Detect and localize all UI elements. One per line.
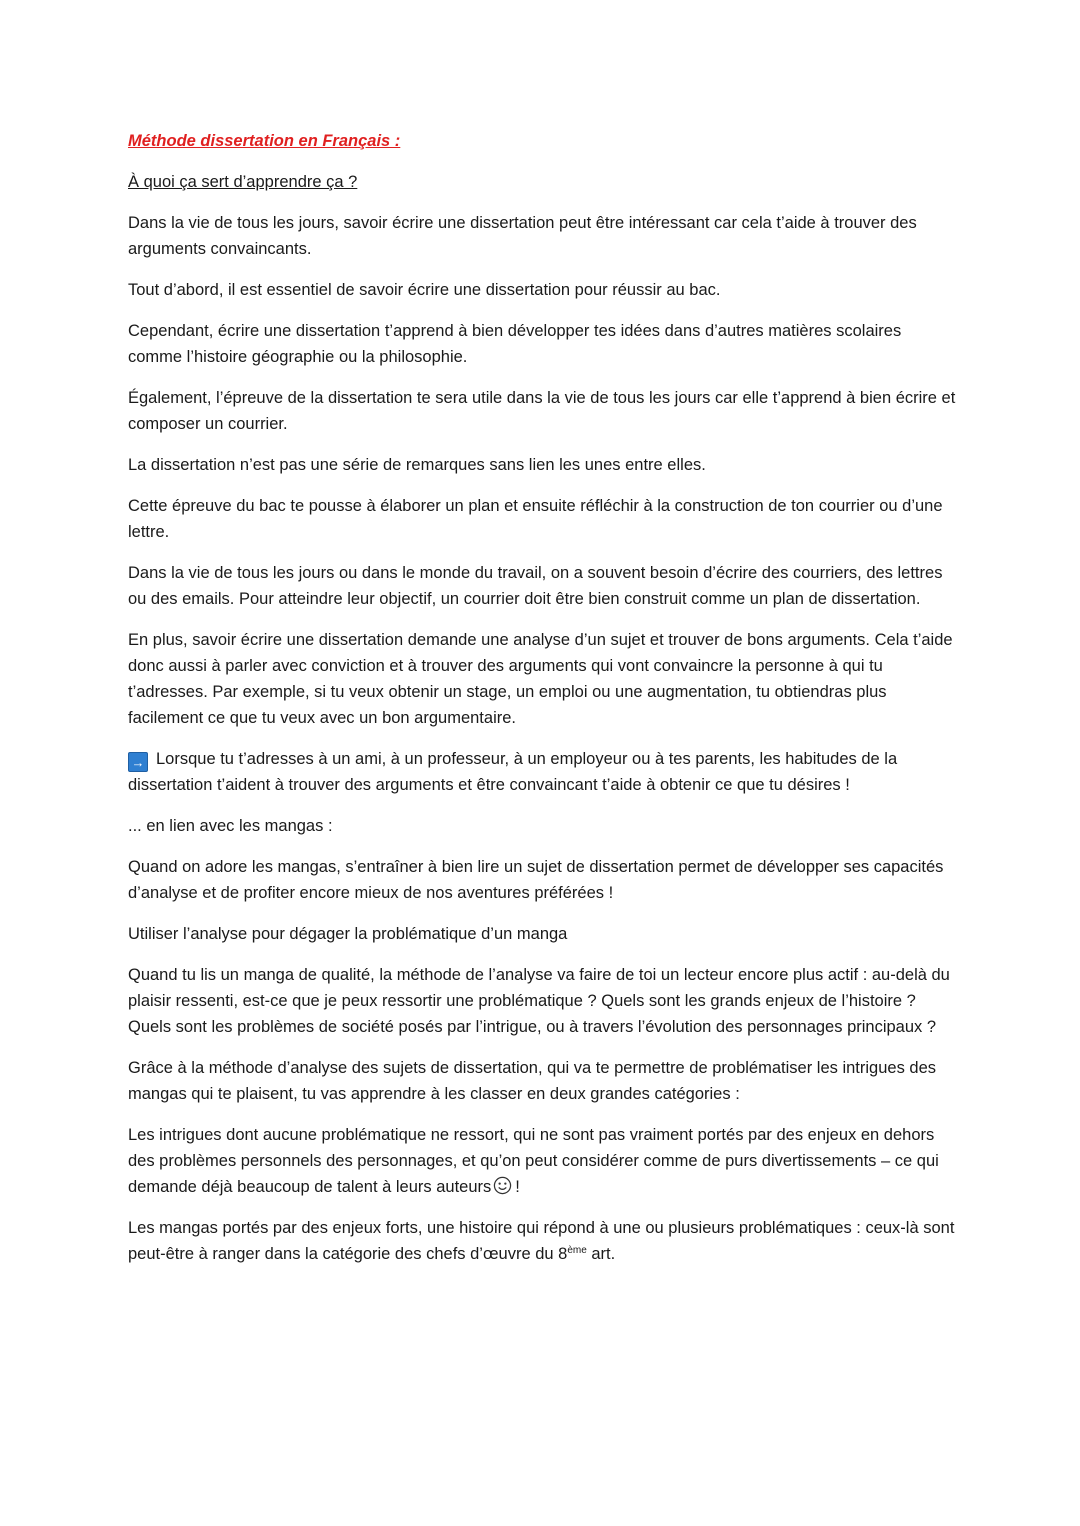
smiley-icon	[493, 1176, 512, 1195]
category-one-text: Les intrigues dont aucune problématique ne ressort, qui ne sont pas vraiment portés par des enjeux en dehors des problèmes personnels des personnages, et qu’on peut considérer comme de purs divertissements – ce qui demande déjà beaucoup de talent à leurs auteurs	[128, 1126, 939, 1196]
document-page	[128, 128, 958, 1282]
category-two-paragraph	[128, 1215, 958, 1267]
category-one-end: !	[515, 1178, 520, 1196]
right-arrow-icon: →	[128, 752, 148, 772]
paragraph-3: Cependant, écrire une dissertation t’apprend à bien développer tes idées dans d’autres matières scolaires comme l’histoire géographie ou la philosophie.	[128, 322, 902, 366]
section-heading: À quoi ça sert d’apprendre ça ?	[128, 173, 358, 191]
paragraph-1: Dans la vie de tous les jours, savoir écrire une dissertation peut être intéressant car cela t’aide à trouver des arguments convaincants.	[128, 214, 917, 258]
paragraph-5: La dissertation n’est pas une série de remarques sans lien les unes entre elles.	[128, 456, 706, 474]
paragraph-6: Cette épreuve du bac te pousse à élaborer un plan et ensuite réfléchir à la construction de ton courrier ou d’une lettre.	[128, 497, 943, 541]
manga-paragraph: Quand on adore les mangas, s’entraîner à bien lire un sujet de dissertation permet de développer ses capacités d’analyse et de profiter encore mieux de nos aventures préférées !	[128, 858, 944, 902]
superscript-eme: ème	[567, 1245, 587, 1256]
analysis-paragraph-1: Quand tu lis un manga de qualité, la méthode de l’analyse va faire de toi un lecteur encore plus actif : au-delà du plaisir ressenti, est-ce que je peux ressortir une problématique ? Quels sont les grands enjeux de l’histoire ? Quels sont les problèmes de société posés par l’intrigue, ou à travers l’évolution des personnages principaux ?	[128, 966, 950, 1036]
category-two-end: art.	[586, 1245, 616, 1263]
category-two-text: Les mangas portés par des enjeux forts, une histoire qui répond à une ou plusieurs problématiques : ceux-là sont peut-être à ranger dans la catégorie des chefs d’œuvre du 8	[128, 1219, 955, 1263]
paragraph-7: Dans la vie de tous les jours ou dans le monde du travail, on a souvent besoin d’écrire des courriers, des lettres ou des emails. Pour atteindre leur objectif, un courrier doit être bien construit comme un plan de dissertation.	[128, 564, 943, 608]
arrow-paragraph	[128, 746, 958, 798]
paragraph-4: Également, l’épreuve de la dissertation te sera utile dans la vie de tous les jours car elle t’apprend à bien écrire et composer un courrier.	[128, 389, 956, 433]
paragraph-8: En plus, savoir écrire une dissertation demande une analyse d’un sujet et trouver de bons arguments. Cela t’aide donc aussi à parler avec conviction et à trouver des arguments qui vont convaincre la personne à qui tu t’adresses. Par exemple, si tu veux obtenir un stage, un emploi ou une augmentation, tu obtiendras plus facilement ce que tu veux avec un bon argumentaire.	[128, 631, 953, 727]
manga-intro: ... en lien avec les mangas :	[128, 817, 333, 835]
analysis-heading: Utiliser l’analyse pour dégager la problématique d’un manga	[128, 925, 568, 943]
arrow-paragraph-text: Lorsque tu t’adresses à un ami, à un professeur, à un employeur ou à tes parents, les habitudes de la dissertation t’aident à trouver des arguments et être convaincant t’aide à obtenir ce que tu désires !	[128, 750, 898, 794]
paragraph-2: Tout d’abord, il est essentiel de savoir écrire une dissertation pour réussir au bac.	[128, 281, 721, 299]
category-one-paragraph	[128, 1122, 958, 1200]
analysis-paragraph-2: Grâce à la méthode d’analyse des sujets de dissertation, qui va te permettre de problématiser les intrigues des mangas qui te plaisent, tu vas apprendre à les classer en deux grandes catégories :	[128, 1059, 937, 1103]
document-title: Méthode dissertation en Français :	[128, 132, 401, 150]
